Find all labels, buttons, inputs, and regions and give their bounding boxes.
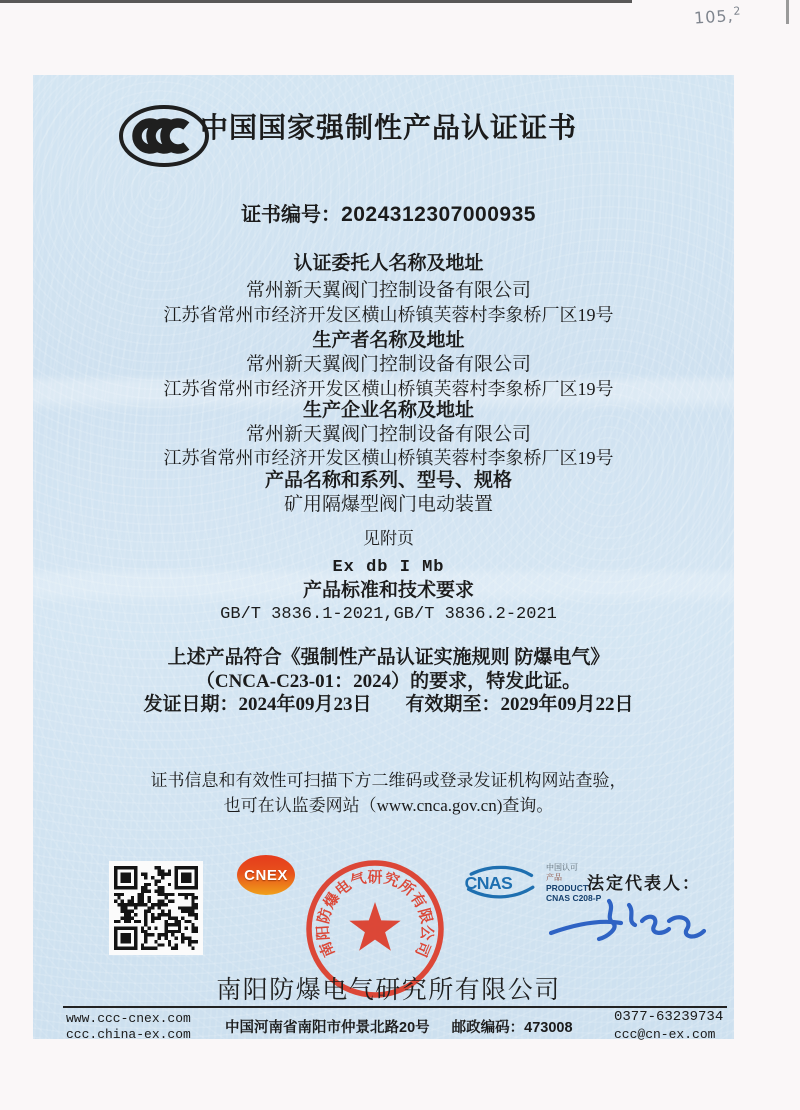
issuer-postal-code: 邮政编码：473008: [451, 1020, 573, 1036]
svg-text:公: 公: [417, 924, 435, 941]
issuer-websites: [66, 1011, 191, 1043]
applicant-heading: 认证委托人名称及地址: [293, 253, 484, 274]
issuer-contacts: [614, 1009, 723, 1043]
svg-text:气: 气: [348, 870, 369, 891]
certificate-sheet: [33, 75, 734, 1042]
svg-text:防: 防: [316, 906, 336, 926]
svg-text:阳: 阳: [315, 924, 333, 941]
svg-text:所: 所: [395, 877, 418, 900]
certificate-number-value: 2024312307000935: [341, 203, 536, 226]
handwritten-number-base: 105,: [693, 5, 735, 28]
factory-heading: 生产企业名称及地址: [302, 400, 474, 421]
statement-line1: 上述产品符合《强制性产品认证实施规则 防爆电气》: [167, 647, 610, 668]
issuer-website-2: ccc.china-ex.com: [66, 1027, 191, 1042]
producer-address: 江苏省常州市经济开发区横山桥镇芙蓉村李象桥厂区19号: [163, 379, 614, 399]
seal-star-icon: [349, 902, 400, 951]
svg-text:爆: 爆: [321, 890, 344, 912]
handwritten-number-sup: 2: [732, 4, 742, 18]
producer-heading: 生产者名称及地址: [312, 330, 465, 351]
svg-text:有: 有: [406, 890, 429, 912]
legal-representative-label: 法定代表人：: [587, 874, 701, 893]
issuer-address: 中国河南省南阳市仲景北路20号: [225, 1020, 430, 1036]
issuer-phone: 0377-63239734: [614, 1009, 724, 1025]
dates-row: [43, 693, 734, 717]
ex-marking: Ex db I Mb: [332, 558, 445, 577]
cnex-logo: [237, 855, 295, 895]
cnas-side-line4: CNAS C208-P: [546, 893, 602, 903]
verify-note-line1: 证书信息和有效性可扫描下方二维码或登录发证机构网站查验，: [150, 771, 627, 790]
product-name: 矿用隔爆型阀门电动装置: [283, 494, 493, 515]
handwritten-corner-number: [693, 4, 742, 27]
issue-date: 发证日期：2024年09月23日: [143, 694, 372, 715]
svg-text:究: 究: [381, 870, 402, 891]
valid-until-date: 有效期至：2029年09月22日: [405, 694, 634, 715]
applicant-address: 江苏省常州市经济开发区横山桥镇芙蓉村李象桥厂区19号: [163, 305, 614, 325]
svg-text:电: 电: [332, 877, 355, 900]
legal-representative-signature: [545, 893, 710, 955]
cnas-side-line1: 中国认可: [546, 863, 578, 872]
issuer-email: ccc@cn-ex.com: [614, 1027, 716, 1042]
see-attachment-note: 见附页: [363, 529, 414, 548]
certificate-number-label: 证书编号：: [241, 204, 342, 226]
issuer-company-name: 南阳防爆电气研究所有限公司: [216, 976, 561, 1004]
svg-text:限: 限: [414, 906, 434, 926]
standards-value: GB/T 3836.1-2021,GB/T 3836.2-2021: [220, 605, 557, 624]
scan-corner-artifact: [786, 0, 789, 24]
certificate-title: 中国国家强制性产品认证证书: [199, 112, 577, 143]
svg-text:研: 研: [367, 870, 383, 886]
certificate-number-row: [43, 203, 734, 227]
producer-name: 常州新天翼阀门控制设备有限公司: [245, 354, 531, 375]
cnex-logo-label: CNEX: [244, 866, 288, 884]
cnas-logo-mark: [462, 860, 542, 904]
svg-text:南: 南: [317, 938, 339, 959]
statement-line2: （CNCA-C23-01：2024）的要求，特发此证。: [195, 671, 582, 692]
factory-name: 常州新天翼阀门控制设备有限公司: [245, 424, 531, 445]
applicant-name: 常州新天翼阀门控制设备有限公司: [245, 280, 531, 301]
cnas-logo-label: CNAS: [464, 873, 513, 894]
footer-divider: [63, 1006, 727, 1008]
standards-heading: 产品标准和技术要求: [302, 580, 474, 601]
factory-address: 江苏省常州市经济开发区横山桥镇芙蓉村李象桥厂区19号: [163, 448, 614, 468]
cnas-side-line3: PRODUCT: [546, 883, 589, 893]
cnas-side-line2: 产品: [546, 873, 562, 882]
qr-code: [109, 861, 203, 955]
svg-text:司: 司: [411, 938, 433, 959]
scan-edge-artifact: [0, 0, 632, 3]
issuer-website-1: www.ccc-cnex.com: [66, 1011, 191, 1026]
product-heading: 产品名称和系列、型号、规格: [264, 470, 512, 491]
issuer-address-row: [225, 1016, 573, 1037]
verify-note-line2: 也可在认监委网站（www.cnca.gov.cn)查询。: [223, 796, 554, 815]
